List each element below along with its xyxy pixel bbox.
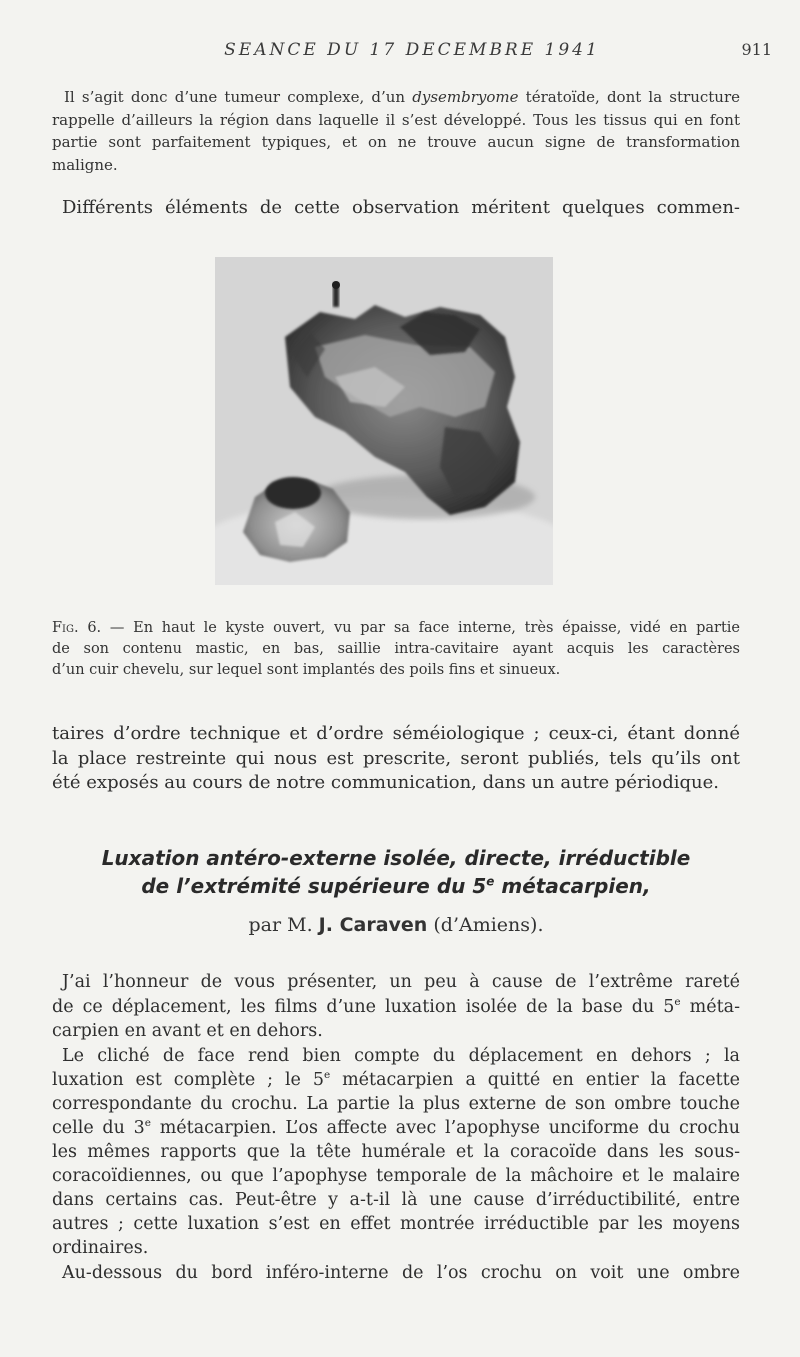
- intro-text-a: Il s’agit donc d’une tumeur complexe, d’un: [64, 88, 413, 106]
- running-title: SEANCE DU 17 DECEMBRE 1941: [224, 40, 600, 60]
- body-p1-line-1: J’ai l’honneur de vous présenter, un peu à cause de l’extrême rareté: [62, 972, 740, 992]
- body-p1-line-3: carpien en avant et en dehors.: [52, 1021, 323, 1041]
- body-p2-line-3: correspondante du crochu. La partie la plus externe de son ombre touche: [52, 1094, 740, 1114]
- intro-paragraph: [52, 86, 740, 176]
- page-number: 911: [741, 40, 772, 59]
- caption-line-3: d’un cuir chevelu, sur lequel sont implantés des poils fins et sinueux.: [52, 662, 561, 678]
- caption-line-1: Fig. 6. — En haut le kyste ouvert, vu par sa face interne, très épaisse, vidé en partie: [52, 620, 740, 636]
- article-title-line-1: Luxation antéro-externe isolée, directe, irréductible: [101, 846, 691, 870]
- body-p2-line-5: les mêmes rapports que la tête humérale et la coracoïde dans les sous-: [52, 1142, 740, 1162]
- body-p2-line-9: ordinaires.: [52, 1238, 149, 1258]
- comment-line-2: taires d’ordre technique et d’ordre séméiologique ; ceux-ci, étant donné: [52, 723, 740, 744]
- body-p1-line-2: de ce déplacement, les films d’une luxation isolée de la base du 5e méta-: [52, 996, 740, 1017]
- caption-line-2: de son contenu mastic, en bas, saillie intra-cavitaire ayant acquis les caractères: [52, 641, 740, 657]
- comment-line-4: été exposés au cours de notre communication, dans un autre périodique.: [52, 772, 719, 793]
- body-p2-line-4: celle du 3e métacarpien. L’os affecte avec l’apophyse unciforme du crochu: [52, 1117, 740, 1138]
- intro-term: dysembryome: [412, 88, 519, 106]
- body-p2-line-8: autres ; cette luxation s’est en effet montrée irréductible par les moyens: [52, 1214, 740, 1234]
- body-p2-line-2: luxation est complète ; le 5e métacarpien a quitté en entier la facette: [52, 1069, 741, 1090]
- body-p2-line-7: dans certains cas. Peut-être y a-t-il là une cause d’irréductibilité, entre: [52, 1190, 740, 1210]
- article-byline: par M. J. Caraven (d’Amiens).: [248, 914, 544, 936]
- body-p2-line-1: Le cliché de face rend bien compte du déplacement en dehors ; la: [62, 1046, 740, 1066]
- figure-label: Fig. 6.: [52, 620, 102, 636]
- running-head: [52, 40, 772, 62]
- comment-line-3: la place restreinte qui nous est prescrite, seront publiés, tels qu’ils ont: [52, 748, 740, 769]
- cyst-photograph: [215, 257, 553, 585]
- intro-text-b: tératoïde, dont la structure rappelle d’ailleurs la région dans laquelle il s’est développé. Tous les tissus qui en font partie sont parfaitement typiques, et on ne trouve aucun signe de transformation maligne.: [52, 88, 741, 174]
- comment-line-1: Différents éléments de cette observation méritent quelques commen-: [62, 197, 740, 218]
- figure-photo: [215, 257, 553, 585]
- figure-caption: [52, 618, 740, 681]
- article-title-line-2: de l’extrémité supérieure du 5e métacarpien,: [141, 874, 651, 898]
- author-name: J. Caraven: [318, 914, 428, 936]
- body-p2-line-6: coracoïdiennes, ou que l’apophyse temporale de la mâchoire et le malaire: [52, 1166, 740, 1186]
- body-p3-line-1: Au-dessous du bord inféro-interne de l’os crochu on voit une ombre: [62, 1263, 740, 1283]
